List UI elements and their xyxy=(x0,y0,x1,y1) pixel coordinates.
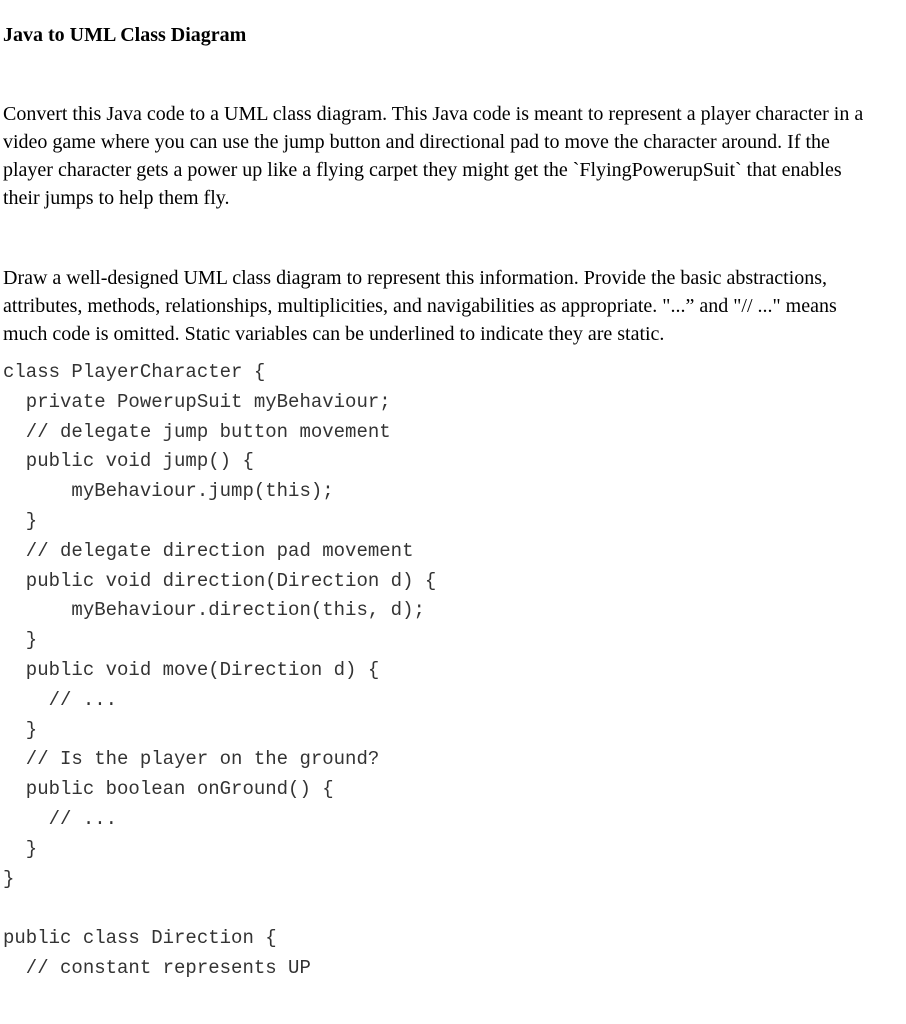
instructions-paragraph: Draw a well-designed UML class diagram to represent this information. Provide the basic abstractions, attributes, methods, relationships, multiplicities, and navigabilities as appropriate. "...” and "// ..." means much code is omitted. Static variables can be underlined to indicate they are static. xyxy=(3,267,837,345)
code-line-blank xyxy=(3,894,436,924)
code-line: // constant represents UP xyxy=(3,956,311,979)
code-line: } xyxy=(3,509,38,532)
code-line: } xyxy=(3,629,38,652)
code-line: myBehaviour.jump(this); xyxy=(3,480,334,503)
code-line: // ... xyxy=(3,688,118,711)
code-line: private PowerupSuit myBehaviour; xyxy=(3,390,391,413)
code-line: public void jump() { xyxy=(3,450,254,473)
page-title: Java to UML Class Diagram xyxy=(3,24,247,46)
code-line: public class Direction { xyxy=(3,927,277,950)
code-line: // Is the player on the ground? xyxy=(3,748,380,771)
code-line: public void move(Direction d) { xyxy=(3,658,380,681)
code-line: public void direction(Direction d) { xyxy=(3,569,437,592)
code-line: public boolean onGround() { xyxy=(3,778,334,801)
intro-paragraph: Convert this Java code to a UML class diagram. This Java code is meant to represent a player character in a video game where you can use the jump button and directional pad to move the character around. If the player character gets a power up like a flying carpet they might get the `FlyingPowerupSuit` that enables their jumps to help them fly. xyxy=(3,103,864,209)
code-line: // delegate direction pad movement xyxy=(3,539,414,562)
code-line: } xyxy=(3,837,38,860)
code-line: // delegate jump button movement xyxy=(3,420,391,443)
java-code-block xyxy=(3,358,436,984)
code-line: myBehaviour.direction(this, d); xyxy=(3,599,425,622)
code-line: class PlayerCharacter { xyxy=(3,361,266,383)
code-line: } xyxy=(3,718,38,741)
code-line: } xyxy=(3,867,15,890)
code-line: // ... xyxy=(3,807,118,830)
